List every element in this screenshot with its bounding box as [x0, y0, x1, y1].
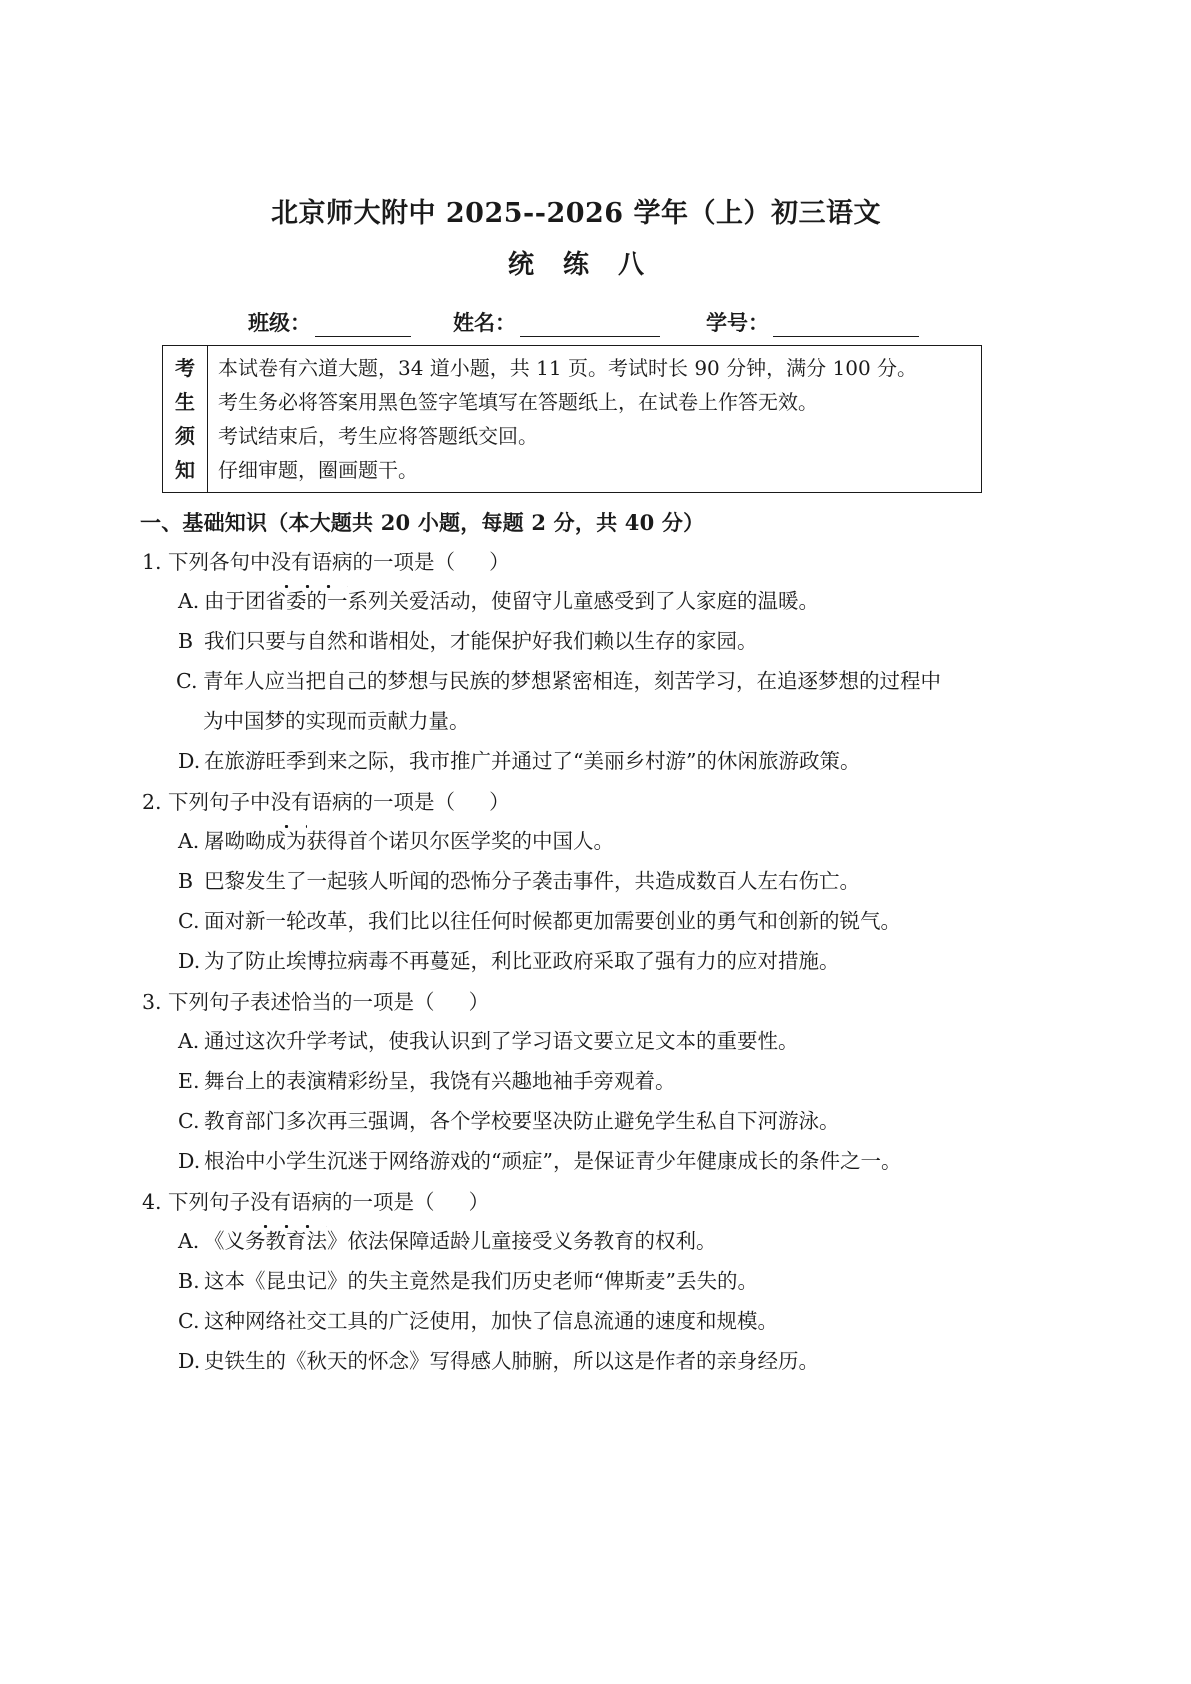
option-marker: C. [178, 1109, 200, 1134]
question-stem-text-tail: 语病的一项是（ [311, 790, 455, 815]
question-stem-emphasis: 没有语病 [271, 543, 353, 581]
option-text: 《义务教育法》依法保障适龄儿童接受义务教育的权利。 [204, 1229, 717, 1254]
option-marker: A. [178, 1229, 200, 1254]
option-item[interactable] [140, 941, 1012, 981]
option-text-continued: 为中国梦的实现而贡献力量。 [203, 709, 470, 734]
option-text: 通过这次升学考试，使我认识到了学习语文要立足文本的重要性。 [204, 1029, 799, 1054]
option-item[interactable] [140, 901, 1012, 941]
question-stem [140, 1183, 1012, 1221]
option-item[interactable] [140, 1021, 1012, 1061]
question-number: 1. [142, 550, 162, 575]
option-marker: E. [178, 1069, 200, 1094]
option-list [140, 821, 1012, 981]
notice-side-char-1: 考 [175, 356, 195, 381]
option-marker: D. [178, 949, 201, 974]
exam-notice-box [162, 345, 982, 493]
option-text: 这种网络社交工具的广泛使用，加快了信息流通的速度和规模。 [204, 1309, 778, 1334]
question-stem [140, 983, 1012, 1021]
option-marker: D. [178, 1149, 201, 1174]
option-marker: D. [178, 749, 201, 774]
notice-body [208, 346, 981, 492]
question-item [140, 983, 1012, 1181]
option-item[interactable] [140, 661, 1012, 741]
notice-side-char-2: 生 [175, 390, 195, 415]
question-item [140, 1183, 1012, 1381]
option-text: 由于团省委的一系列关爱活动，使留守儿童感受到了人家庭的温暖。 [204, 589, 819, 614]
option-text: 青年人应当把自己的梦想与民族的梦想紧密相连，刻苦学习，在追逐梦想的过程中 [203, 669, 941, 694]
option-text: 我们只要与自然和谐相处，才能保护好我们赖以生存的家园。 [204, 629, 758, 654]
option-marker: C. [176, 669, 198, 694]
answer-blank[interactable] [455, 790, 489, 814]
question-number: 2. [142, 790, 162, 815]
question-number: 3. [142, 990, 162, 1015]
option-text: 面对新一轮改革，我们比以往任何时候都更加需要创业的勇气和创新的锐气。 [204, 909, 901, 934]
option-marker: A. [178, 589, 200, 614]
option-list [140, 581, 1012, 781]
question-stem-text: 下列句子表述恰当的一项是（ [168, 990, 435, 1015]
option-marker: A. [178, 829, 200, 854]
question-stem-text: 下列句子 [168, 1190, 250, 1215]
name-label: 姓名： [453, 310, 516, 336]
option-item[interactable] [140, 1261, 1012, 1301]
notice-side-char-4: 知 [175, 458, 195, 483]
answer-blank[interactable] [435, 990, 469, 1014]
notice-line: 本试卷有六道大题，34 道小题，共 11 页。考试时长 90 分钟，满分 100 分。 [218, 356, 918, 381]
question-stem-emphasis: 没有语病 [250, 1183, 332, 1221]
question-stem-text: 下列各句中 [168, 550, 271, 575]
question-number: 4. [142, 1190, 162, 1215]
option-marker: B. [178, 1269, 200, 1294]
option-item[interactable] [140, 741, 1012, 781]
option-text: 史铁生的《秋天的怀念》写得感人肺腑，所以这是作者的亲身经历。 [204, 1349, 819, 1374]
option-item[interactable] [140, 1061, 1012, 1101]
option-item[interactable] [140, 1301, 1012, 1341]
class-label: 班级： [248, 310, 311, 336]
question-stem-text: 下列句子中 [168, 790, 271, 815]
name-input-blank[interactable] [520, 316, 660, 337]
question-stem-close-paren: ） [489, 790, 510, 815]
option-marker: B [178, 869, 194, 894]
notice-line: 考试结束后，考生应将答题纸交回。 [218, 424, 538, 449]
name-field [453, 307, 660, 337]
answer-blank[interactable] [455, 550, 489, 574]
notice-side-label [163, 346, 208, 492]
page-content [140, 196, 1012, 1383]
option-item[interactable] [140, 1141, 1012, 1181]
page-subtitle: 统 练 八 [507, 250, 655, 281]
question-stem-text-tail: 的一项是（ [352, 550, 455, 575]
option-item[interactable] [140, 581, 1012, 621]
questions-list [140, 543, 1012, 1381]
option-marker: B [178, 629, 194, 654]
question-stem-close-paren: ） [468, 1190, 490, 1215]
question-item [140, 783, 1012, 981]
option-marker: D. [178, 1349, 201, 1374]
page-title: 北京师大附中 2025--2026 学年（上）初三语文 [270, 198, 881, 229]
option-text: 巴黎发生了一起骇人听闻的恐怖分子袭击事件，共造成数百人左右伤亡。 [204, 869, 860, 894]
section-heading: 一、基础知识（本大题共 20 小题，每题 2 分，共 40 分） [140, 510, 705, 536]
student-id-input-blank[interactable] [773, 316, 919, 337]
question-stem [140, 543, 1012, 581]
option-text: 为了防止埃博拉病毒不再蔓延，利比亚政府采取了强有力的应对措施。 [204, 949, 840, 974]
option-marker: A. [178, 1029, 200, 1054]
question-stem-close-paren: ） [489, 550, 510, 575]
student-info-line [140, 307, 1012, 337]
option-text: 教育部门多次再三强调，各个学校要坚决防止避免学生私自下河游泳。 [204, 1109, 840, 1134]
notice-side-char-3: 须 [175, 424, 195, 449]
option-item[interactable] [140, 861, 1012, 901]
question-stem-text-tail: 的一项是（ [332, 1190, 435, 1215]
student-id-field [706, 307, 919, 337]
class-field [248, 307, 411, 337]
option-item[interactable] [140, 1341, 1012, 1381]
notice-line: 考生务必将答案用黑色签字笔填写在答题纸上，在试卷上作答无效。 [218, 390, 818, 415]
option-marker: C. [178, 909, 200, 934]
option-item[interactable] [140, 621, 1012, 661]
question-stem [140, 783, 1012, 821]
notice-line: 仔细审题，圈画题干。 [218, 458, 418, 483]
option-text: 舞台上的表演精彩纷呈，我饶有兴趣地袖手旁观着。 [204, 1069, 676, 1094]
option-text: 在旅游旺季到来之际，我市推广并通过了“美丽乡村游”的休闲旅游政策。 [204, 749, 861, 774]
question-item [140, 543, 1012, 781]
answer-blank[interactable] [435, 1190, 469, 1214]
option-list [140, 1021, 1012, 1181]
option-item[interactable] [140, 1101, 1012, 1141]
option-text: 屠呦呦成为获得首个诺贝尔医学奖的中国人。 [204, 829, 614, 854]
option-text: 这本《昆虫记》的失主竟然是我们历史老师“俾斯麦”丢失的。 [204, 1269, 758, 1294]
class-input-blank[interactable] [315, 316, 411, 337]
option-text: 根治中小学生沉迷于网络游戏的“顽症”，是保证青少年健康成长的条件之一。 [204, 1149, 902, 1174]
question-stem-emphasis: 没有 [271, 783, 312, 821]
student-id-label: 学号： [706, 310, 769, 336]
option-item[interactable] [140, 821, 1012, 861]
option-list [140, 1221, 1012, 1381]
question-stem-close-paren: ） [468, 990, 490, 1015]
option-marker: C. [178, 1309, 200, 1334]
